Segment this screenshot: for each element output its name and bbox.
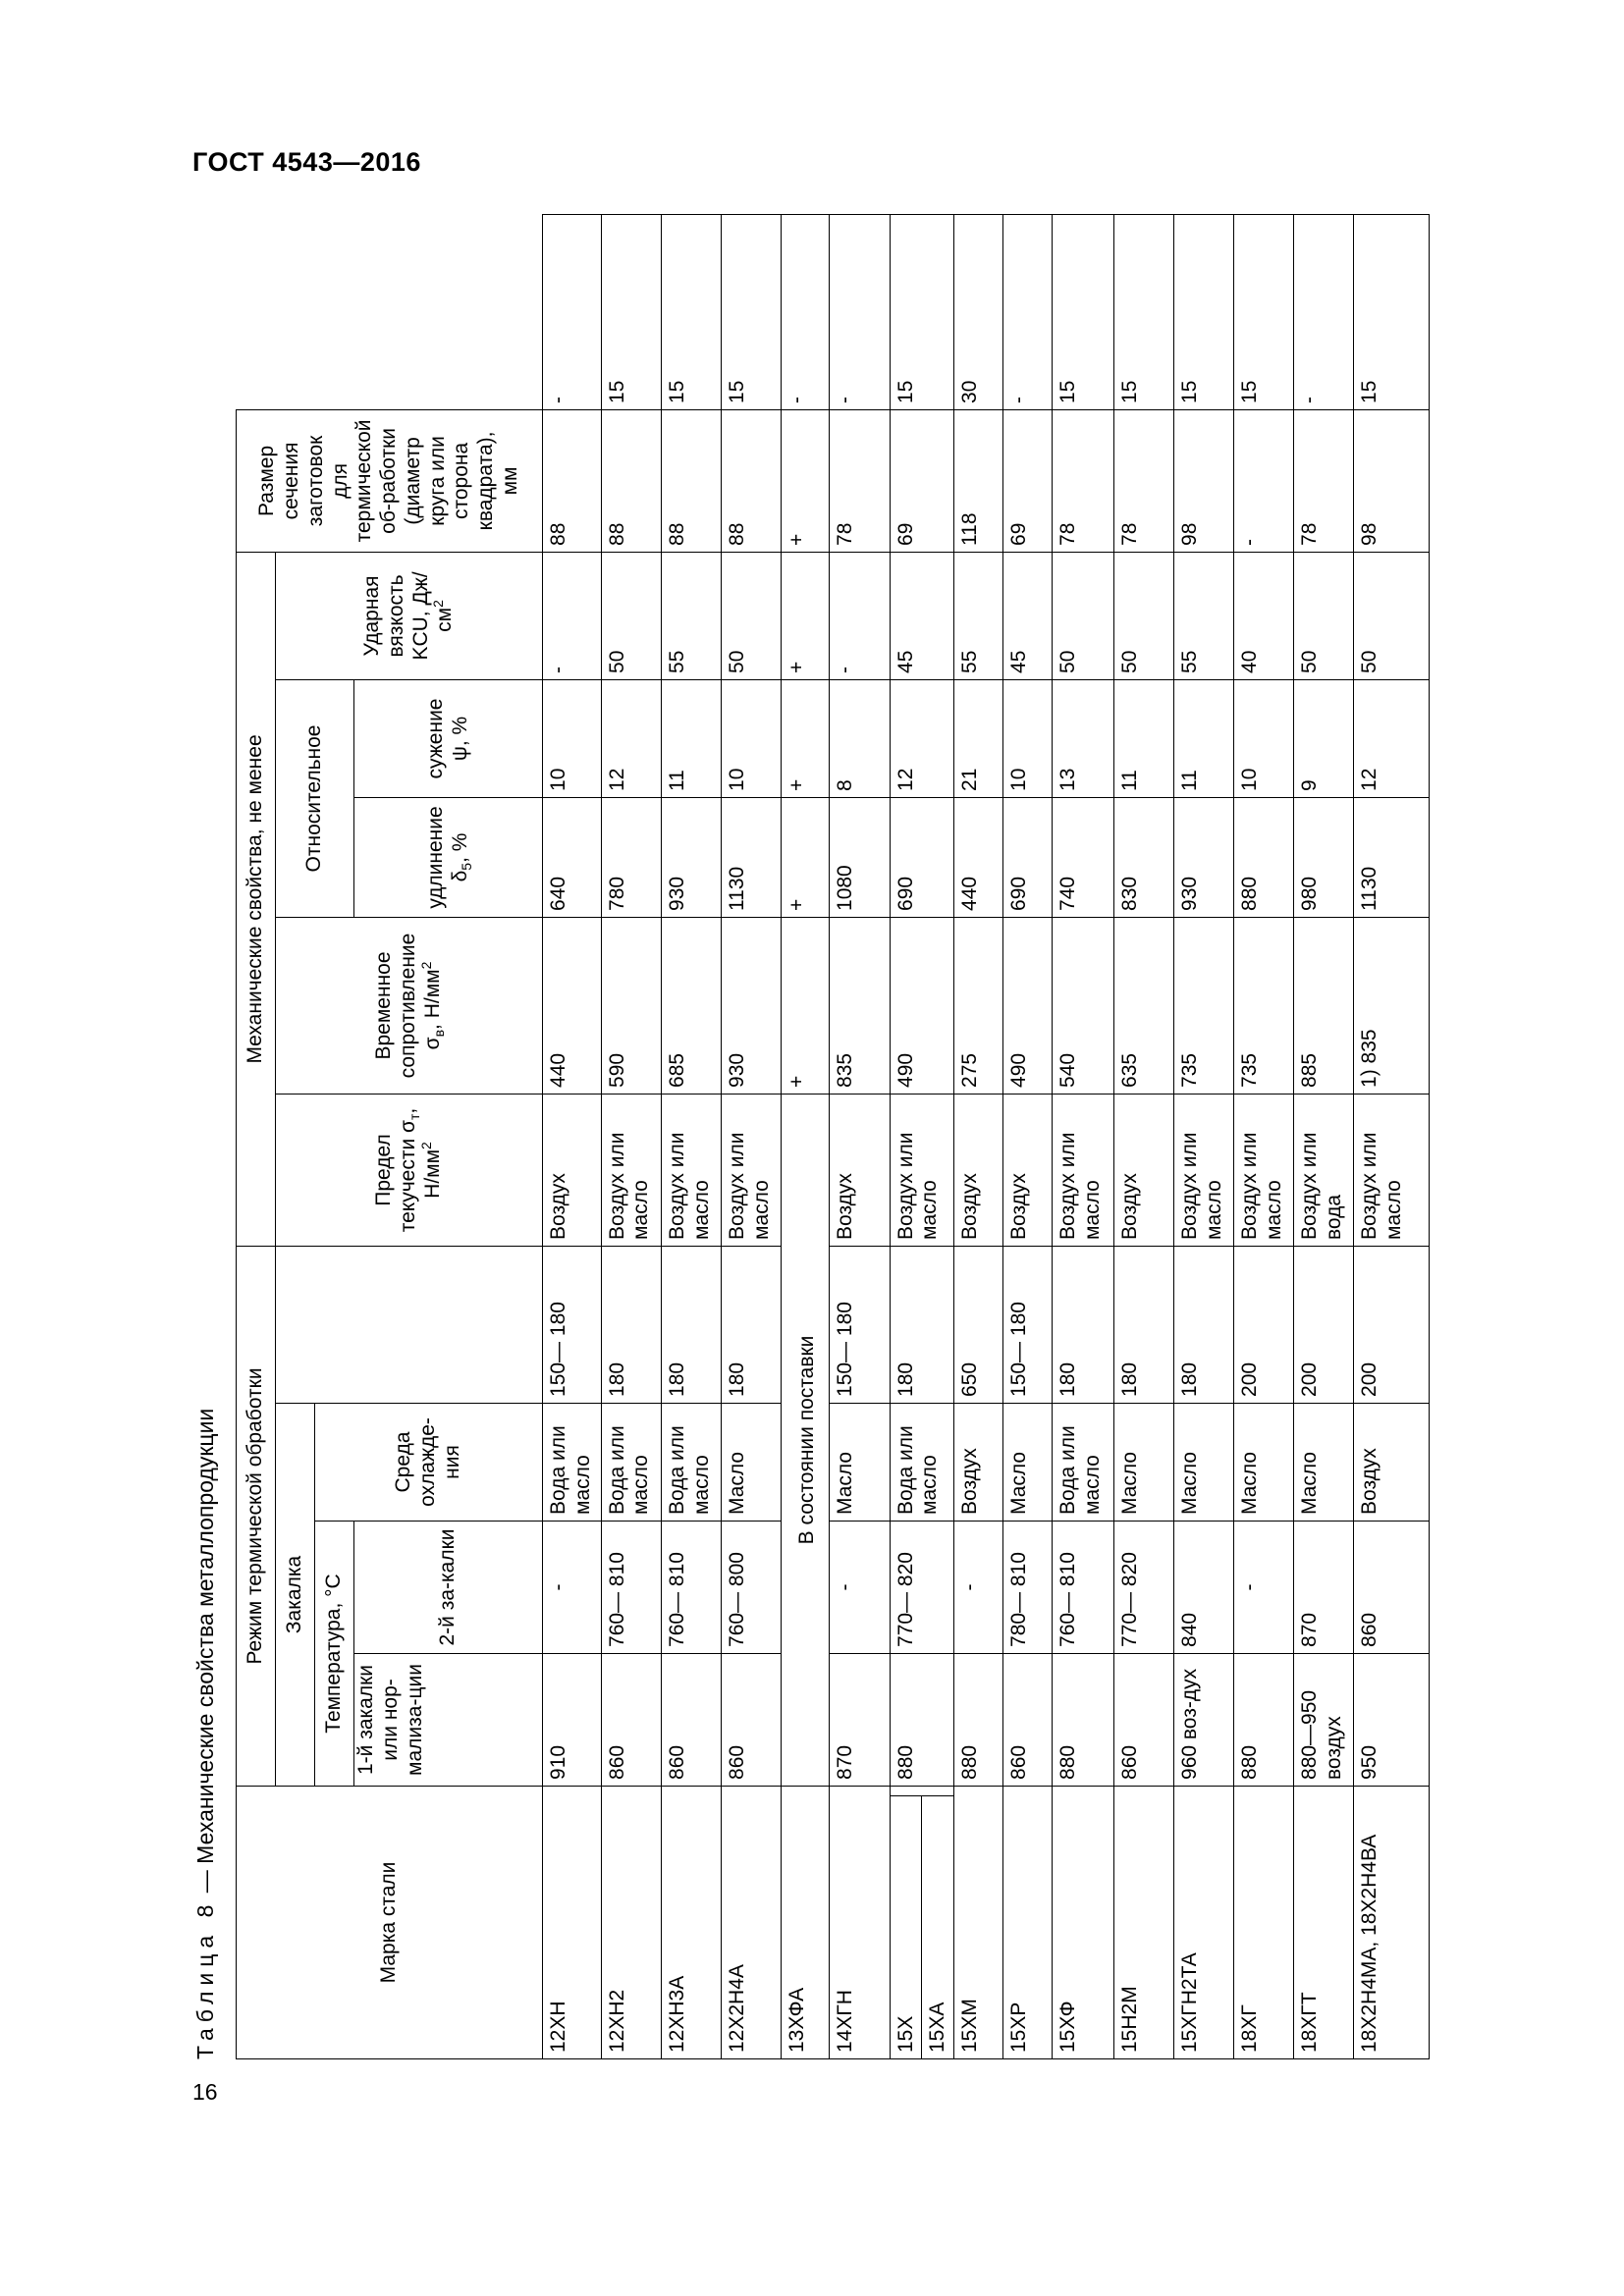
cell-size: - (1294, 215, 1354, 410)
cell-size: 15 (601, 215, 661, 410)
cell-temper-temp: 180 (1113, 1246, 1173, 1403)
cell-tensile: 830 (1113, 797, 1173, 917)
cell-grade: 15ХР (1002, 1786, 1052, 2058)
header-tensile-b: , Н/мм (420, 969, 444, 1030)
header-hardening: Закалка (276, 1403, 315, 1786)
cell-t1: 880 (953, 1653, 1002, 1786)
cell-reduction: 50 (1113, 552, 1173, 679)
cell-temper-temp: 180 (1173, 1246, 1233, 1403)
cell-impact: 88 (722, 409, 782, 552)
cell-t1: 860 (722, 1653, 782, 1786)
cell-hard-medium: Масло (1002, 1403, 1052, 1521)
cell-grade: 13ХФА (782, 1786, 830, 2058)
cell-t1: 880 (1053, 1653, 1113, 1786)
cell-reduction: 50 (601, 552, 661, 679)
cell-size: 15 (1354, 215, 1430, 410)
table-row (601, 215, 661, 2059)
header-yield-sup: 2 (417, 1142, 434, 1149)
cell-t1: 860 (1002, 1653, 1052, 1786)
cell-grade: 12ХН2 (601, 1786, 661, 2058)
cell-elong: 8 (830, 679, 890, 797)
cell-hard-medium: Масло (1233, 1403, 1293, 1521)
cell-temper-medium: Воздух (1113, 1094, 1173, 1246)
header-impact (276, 552, 543, 679)
page-number: 16 (192, 2079, 218, 2105)
cell-impact: 88 (543, 409, 602, 552)
cell-impact: 69 (890, 409, 953, 552)
cell-tensile: 690 (890, 797, 953, 917)
cell-yield: 735 (1233, 917, 1293, 1094)
cell-elong: 11 (661, 679, 721, 797)
cell-t1: 860 (661, 1653, 721, 1786)
cell-grade: 18Х2Н4МА, 18Х2Н4ВА (1354, 1786, 1430, 2058)
cell-temper-temp: 150— 180 (543, 1246, 602, 1403)
cell-size: 15 (722, 215, 782, 410)
cell-size: 30 (953, 215, 1002, 410)
cell-grade: 12ХН (543, 1786, 602, 2058)
header-elong-b: , % (448, 832, 471, 863)
cell-yield: 930 (722, 917, 782, 1094)
cell-tensile: 640 (543, 797, 602, 917)
header-temperature: Температура, °С (315, 1521, 354, 1786)
cell-hard-medium: Вода или масло (661, 1403, 721, 1521)
cell-temper-medium: Воздух или масло (1053, 1094, 1113, 1246)
header-elong (354, 797, 543, 917)
cell-size: 15 (1173, 215, 1233, 410)
table-row (1173, 215, 1233, 2059)
cell-temper-medium: Воздух или масло (601, 1094, 661, 1246)
cell-hard-medium: Масло (722, 1403, 782, 1521)
header-tensile (276, 917, 543, 1094)
cell-elong: 10 (543, 679, 602, 797)
header-heat-mode: Режим термической обработки (237, 1246, 276, 1786)
cell-grade: 15ХМ (953, 1786, 1002, 2058)
header-yield-b: , Н/мм (397, 1107, 444, 1199)
cell-size: 15 (1053, 215, 1113, 410)
cell-impact: 78 (1053, 409, 1113, 552)
header-elong-sub: 5 (458, 862, 474, 871)
cell-grade: 12Х2Н4А (722, 1786, 782, 2058)
cell-t2: 760— 810 (601, 1521, 661, 1653)
cell-yield: 590 (601, 917, 661, 1094)
cell-impact: 98 (1354, 409, 1430, 552)
cell-yield: 835 (830, 917, 890, 1094)
cell-t1: 860 (1113, 1653, 1173, 1786)
cell-temper-medium: Воздух (1002, 1094, 1052, 1246)
cell-elong: + (782, 679, 830, 797)
cell-impact: 78 (1113, 409, 1173, 552)
cell-temper-temp: 150— 180 (830, 1246, 890, 1403)
cell-reduction: + (782, 552, 830, 679)
cell-tensile: 440 (953, 797, 1002, 917)
header-impact-a: Ударная вязкость KCU, Дж/см (359, 571, 457, 661)
cell-temper-medium: Воздух или вода (1294, 1094, 1354, 1246)
cell-impact: 88 (661, 409, 721, 552)
cell-yield: 490 (890, 917, 953, 1094)
header-impact-sup: 2 (430, 600, 447, 608)
cell-hard-medium: Масло (1294, 1403, 1354, 1521)
cell-temper-temp: 200 (1233, 1246, 1293, 1403)
cell-t2: 780— 810 (1002, 1521, 1052, 1653)
cell-yield: 540 (1053, 917, 1113, 1094)
table-row (1233, 215, 1293, 2059)
cell-temper-temp: 180 (890, 1246, 953, 1403)
mechanical-properties-table (236, 214, 1430, 2059)
cell-impact: - (1233, 409, 1293, 552)
cell-reduction: 45 (1002, 552, 1052, 679)
cell-tensile: 930 (661, 797, 721, 917)
cell-temper-temp: 200 (1294, 1246, 1354, 1403)
header-first-temp: 1-й закалки или нор-мализа-ции (354, 1653, 543, 1786)
cell-elong: 10 (722, 679, 782, 797)
cell-size: - (782, 215, 830, 410)
cell-temper-medium: Воздух или масло (1354, 1094, 1430, 1246)
table-row (890, 215, 922, 2059)
cell-reduction: - (830, 552, 890, 679)
cell-t2: - (543, 1521, 602, 1653)
cell-elong: 13 (1053, 679, 1113, 797)
cell-temper-medium: Воздух (953, 1094, 1002, 1246)
cell-t2: 770— 820 (890, 1521, 953, 1653)
cell-reduction: 50 (1053, 552, 1113, 679)
cell-temper-temp: 180 (601, 1246, 661, 1403)
cell-temper-temp: 180 (661, 1246, 721, 1403)
cell-elong: 11 (1173, 679, 1233, 797)
cell-hard-medium: Вода или масло (890, 1403, 953, 1521)
cell-temper-medium: Воздух или масло (661, 1094, 721, 1246)
cell-impact: 118 (953, 409, 1002, 552)
cell-temper-medium: Воздух или масло (1233, 1094, 1293, 1246)
cell-hard-medium: Вода или масло (601, 1403, 661, 1521)
cell-t1: 880 (890, 1653, 953, 1786)
cell-temper-medium: Воздух (830, 1094, 890, 1246)
cell-tensile: 780 (601, 797, 661, 917)
table-caption-label: Таблица 8 (192, 1898, 218, 2059)
header-tensile-sup: 2 (417, 961, 434, 970)
cell-yield: 735 (1173, 917, 1233, 1094)
table-row (661, 215, 721, 2059)
cell-hard-medium: Масло (1173, 1403, 1233, 1521)
rotated-table-area (192, 214, 1430, 2059)
cell-temper-medium: Воздух (543, 1094, 602, 1246)
cell-temper-temp: 150— 180 (1002, 1246, 1052, 1403)
header-yield-a: Предел текучести σ (372, 1120, 420, 1233)
table-caption (192, 1409, 219, 2059)
cell-t1: 880 (1233, 1653, 1293, 1786)
cell-tensile: 980 (1294, 797, 1354, 917)
cell-yield: 885 (1294, 917, 1354, 1094)
cell-reduction: 50 (1294, 552, 1354, 679)
cell-temper-temp: 180 (1053, 1246, 1113, 1403)
cell-grade: 18ХГ (1233, 1786, 1293, 2058)
cell-tensile: + (782, 797, 830, 917)
table-row (1002, 215, 1052, 2059)
cell-size: 15 (890, 215, 953, 410)
cell-grade: 14ХГН (830, 1786, 890, 2058)
cell-size: - (543, 215, 602, 410)
cell-tensile: 740 (1053, 797, 1113, 917)
header-second-temp: 2-й за-калки (354, 1521, 543, 1653)
header-tensile-sub: в (431, 1029, 448, 1038)
cell-elong: 10 (1002, 679, 1052, 797)
document-header: ГОСТ 4543—2016 (192, 147, 421, 177)
cell-impact: 88 (601, 409, 661, 552)
cell-reduction: 55 (661, 552, 721, 679)
table-row (1053, 215, 1113, 2059)
cell-t2: 760— 810 (661, 1521, 721, 1653)
header-elong-a: удлинение δ (423, 806, 471, 909)
cell-t2: 870 (1294, 1521, 1354, 1653)
cell-yield: 635 (1113, 917, 1173, 1094)
cell-grade: 15Х (890, 1796, 922, 2059)
header-relative: Относительное (276, 679, 354, 917)
cell-yield: + (782, 917, 830, 1094)
cell-reduction: 45 (890, 552, 953, 679)
cell-tensile: 1130 (1354, 797, 1430, 917)
cell-tensile: 930 (1173, 797, 1233, 917)
cell-tensile: 1130 (722, 797, 782, 917)
cell-t2: 760— 800 (722, 1521, 782, 1653)
table-row (782, 215, 830, 2059)
header-grade: Марка стали (237, 1786, 543, 2058)
cell-t2: - (1233, 1521, 1293, 1653)
cell-reduction: 55 (1173, 552, 1233, 679)
header-size: Размер сечения заготовок для термической об-работки (диаметр круга или сторона квадрата), мм (237, 409, 543, 552)
cell-supply-note: В состоянии поставки (782, 1094, 830, 1786)
cell-t1: 950 (1354, 1653, 1430, 1786)
table-row (1354, 215, 1430, 2059)
cell-t1: 860 (601, 1653, 661, 1786)
cell-elong: 21 (953, 679, 1002, 797)
cell-temper-temp: 180 (722, 1246, 782, 1403)
header-tensile-a: Временное сопротивление σ (372, 933, 444, 1079)
cell-tensile: 1080 (830, 797, 890, 917)
cell-size: - (830, 215, 890, 410)
table-row (830, 215, 890, 2059)
cell-yield: 440 (543, 917, 602, 1094)
header-hard-medium: Среда охлажде-ния (315, 1403, 543, 1521)
cell-grade: 15Н2М (1113, 1786, 1173, 2058)
cell-reduction: 50 (1354, 552, 1430, 679)
cell-t2: - (953, 1521, 1002, 1653)
cell-elong: 12 (890, 679, 953, 797)
cell-yield: 490 (1002, 917, 1052, 1094)
cell-hard-medium: Вода или масло (543, 1403, 602, 1521)
cell-temper-medium: Воздух или масло (890, 1094, 953, 1246)
cell-elong: 12 (1354, 679, 1430, 797)
cell-grade: 15ХФ (1053, 1786, 1113, 2058)
cell-hard-medium: Воздух (1354, 1403, 1430, 1521)
cell-size: - (1002, 215, 1052, 410)
cell-t1: 910 (543, 1653, 602, 1786)
header-yield (276, 1094, 543, 1246)
cell-size: 15 (1113, 215, 1173, 410)
header-temper-spacer (276, 1246, 543, 1403)
header-mech: Механические свойства, не менее (237, 552, 276, 1246)
cell-size: 15 (1233, 215, 1293, 410)
cell-temper-temp: 650 (953, 1246, 1002, 1403)
cell-t2: 760— 810 (1053, 1521, 1113, 1653)
cell-t1: 880—950 воздух (1294, 1653, 1354, 1786)
header-reduction: сужение ψ, % (354, 679, 543, 797)
cell-yield: 1) 835 (1354, 917, 1430, 1094)
cell-yield: 275 (953, 917, 1002, 1094)
cell-elong: 12 (601, 679, 661, 797)
cell-grade: 18ХГТ (1294, 1786, 1354, 2058)
table-row (722, 215, 782, 2059)
cell-impact: 98 (1173, 409, 1233, 552)
table-row (953, 215, 1002, 2059)
cell-tensile: 880 (1233, 797, 1293, 917)
table-caption-text: — Механические свойства металлопродукции (192, 1408, 218, 1899)
cell-t2: 860 (1354, 1521, 1430, 1653)
cell-hard-medium: Масло (1113, 1403, 1173, 1521)
cell-tensile: 690 (1002, 797, 1052, 917)
cell-elong: 10 (1233, 679, 1293, 797)
cell-grade-alt: 15ХА (922, 1796, 954, 2059)
cell-impact: 78 (1294, 409, 1354, 552)
cell-grade: 12ХН3А (661, 1786, 721, 2058)
cell-t1: 960 воз-дух (1173, 1653, 1233, 1786)
cell-grade: 15ХГН2ТА (1173, 1786, 1233, 2058)
cell-hard-medium: Воздух (953, 1403, 1002, 1521)
cell-temper-medium: Воздух или масло (722, 1094, 782, 1246)
table-row (1113, 215, 1173, 2059)
cell-reduction: 50 (722, 552, 782, 679)
cell-temper-temp: 200 (1354, 1246, 1430, 1403)
header-yield-sub: т (406, 1113, 423, 1120)
cell-impact: + (782, 409, 830, 552)
cell-elong: 9 (1294, 679, 1354, 797)
cell-hard-medium: Вода или масло (1053, 1403, 1113, 1521)
cell-grade-spacer (890, 1786, 953, 1795)
cell-elong: 11 (1113, 679, 1173, 797)
cell-t1: 870 (830, 1653, 890, 1786)
cell-t2: - (830, 1521, 890, 1653)
cell-yield: 685 (661, 917, 721, 1094)
cell-reduction: 55 (953, 552, 1002, 679)
cell-t2: 840 (1173, 1521, 1233, 1653)
cell-reduction: - (543, 552, 602, 679)
cell-impact: 78 (830, 409, 890, 552)
table-row (1294, 215, 1354, 2059)
cell-temper-medium: Воздух или масло (1173, 1094, 1233, 1246)
cell-t2: 770— 820 (1113, 1521, 1173, 1653)
cell-hard-medium: Масло (830, 1403, 890, 1521)
cell-size: 15 (661, 215, 721, 410)
table-row (543, 215, 602, 2059)
cell-reduction: 40 (1233, 552, 1293, 679)
cell-impact: 69 (1002, 409, 1052, 552)
